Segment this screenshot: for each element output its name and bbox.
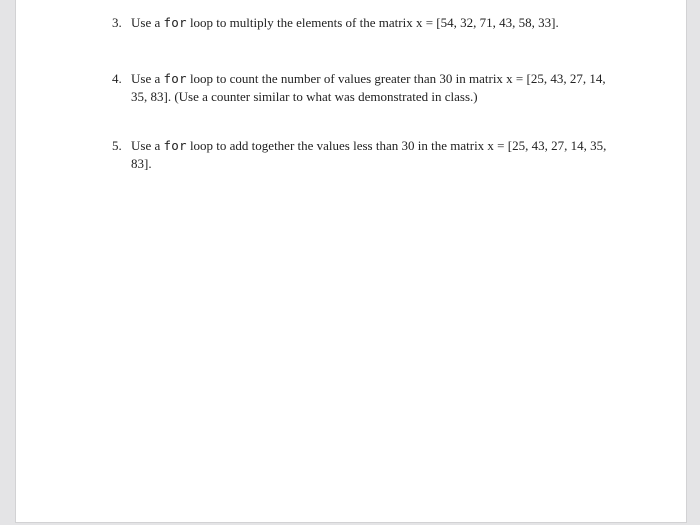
document-page xyxy=(15,0,687,523)
problem-number: 4. xyxy=(112,71,122,86)
problem-text-before: Use a xyxy=(131,71,161,86)
problem-text-before: Use a xyxy=(131,15,161,30)
problem-text xyxy=(131,14,612,32)
problem-text xyxy=(131,70,612,106)
problem-text-after: loop to add together the values less than 30 in the matrix x = [25, 43, 27, 14, 35, 83]. xyxy=(131,138,607,171)
problem-number: 5. xyxy=(112,138,122,153)
problem-text xyxy=(131,137,612,173)
problem-5 xyxy=(112,137,612,173)
for-keyword: for xyxy=(163,15,187,30)
problem-text-after: loop to count the number of values greater than 30 in matrix x = [25, 43, 27, 14, 35, 83]. (Use a counter similar to what was demonstrated in class.) xyxy=(131,71,606,104)
problem-text-after: loop to multiply the elements of the matrix x = [54, 32, 71, 43, 58, 33]. xyxy=(189,15,559,30)
problem-4 xyxy=(112,70,612,106)
for-keyword: for xyxy=(163,138,187,153)
problem-number: 3. xyxy=(112,15,122,30)
problem-text-before: Use a xyxy=(131,138,161,153)
problem-3 xyxy=(112,14,612,32)
for-keyword: for xyxy=(163,71,187,86)
